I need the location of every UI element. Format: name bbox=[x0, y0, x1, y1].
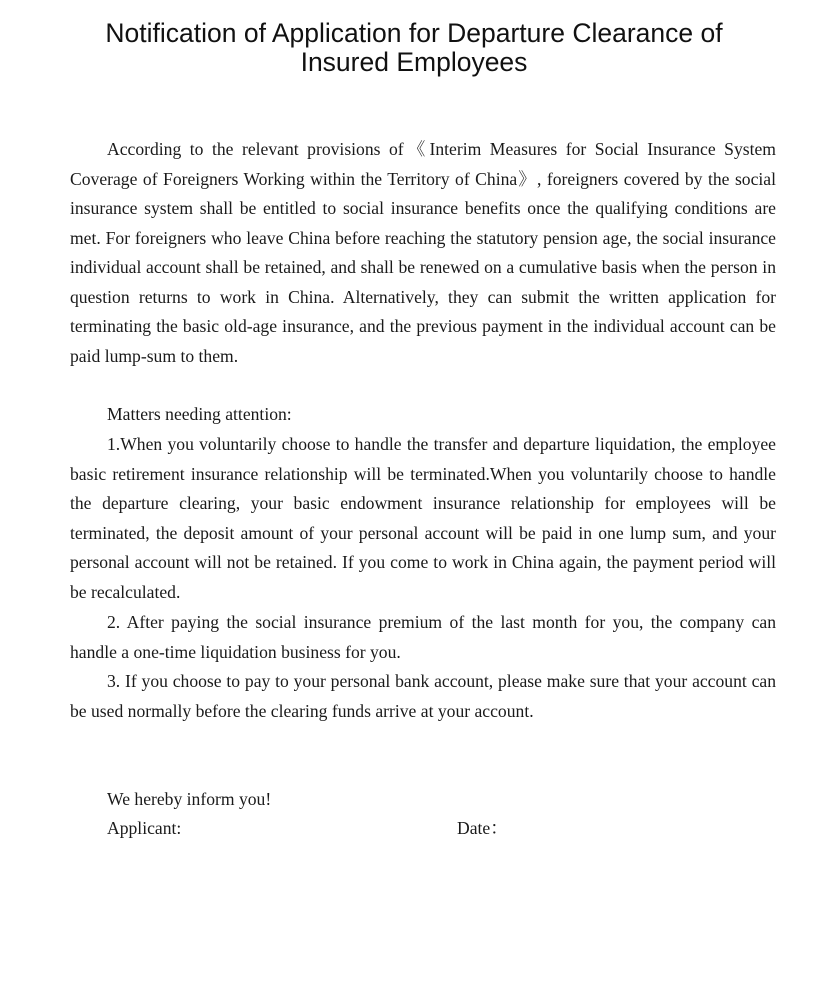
closing-line: We hereby inform you! bbox=[107, 789, 272, 809]
matters-heading: Matters needing attention: bbox=[107, 404, 292, 424]
intro-paragraph: According to the relevant provisions of《Interim Measures for Social Insurance System Coverage of Foreigners Working within the Territory of China》, foreigners covered by the social insurance system shall be entitled to social insurance benefits once the qualifying conditions are met. For foreigners who leave China before reaching the statutory pension age, the social insurance individual account shall be retained, and shall be renewed on a cumulative basis when the person in question returns to work in China. Alternatively, they can submit the written application for terminating the basic old-age insurance, and the previous payment in the individual account can be paid lump-sum to them. bbox=[70, 139, 776, 366]
date-label: Date： bbox=[457, 818, 508, 838]
document-title bbox=[40, 19, 788, 77]
note-item-2: 2. After paying the social insurance premium of the last month for you, the company can handle a one-time liquidation business for you. bbox=[70, 612, 776, 662]
note-item-1: 1.When you voluntarily choose to handle the transfer and departure liquidation, the employee basic retirement insurance relationship will be terminated.When you voluntarily choose to handle the departure clearing, your basic endowment insurance relationship for employees will be terminated, the deposit amount of your personal account will be paid in one lump sum, and your personal account will not be retained. If you come to work in China again, the payment period will be recalculated. bbox=[70, 434, 776, 602]
document-title-line-2: Insured Employees bbox=[300, 47, 528, 77]
note-item-3: 3. If you choose to pay to your personal bank account, please make sure that your account can be used normally before the clearing funds arrive at your account. bbox=[70, 671, 776, 721]
applicant-label: Applicant: bbox=[107, 818, 182, 838]
document-title-line-1: Notification of Application for Departure Clearance of bbox=[105, 18, 723, 48]
